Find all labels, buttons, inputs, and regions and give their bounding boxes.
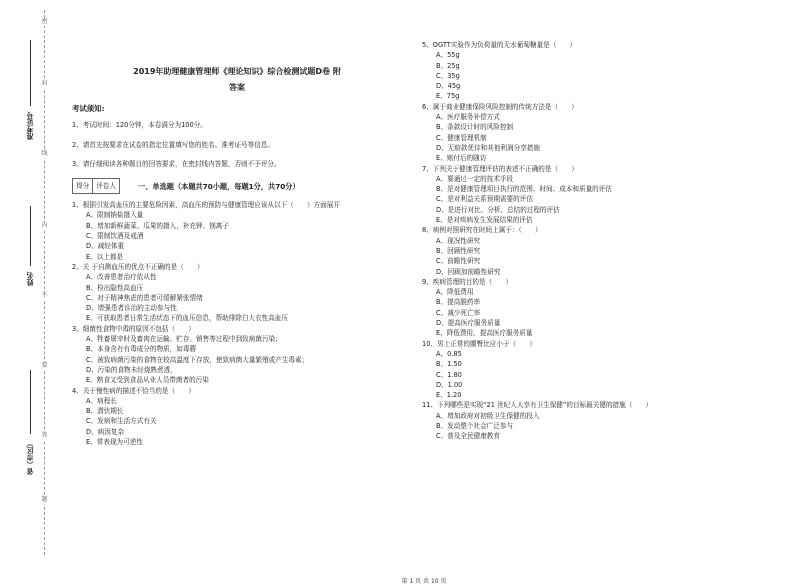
answer-option: C、被致病菌污染的食物在较高温度下存放，使致病菌大量繁殖或产生毒素； xyxy=(86,355,309,364)
notice-item: 1、考试时间：120分钟，本卷满分为100分。 xyxy=(72,121,207,130)
question-stem: 7、下列关于健康管理评估的表述不正确的是（ ） xyxy=(422,164,578,173)
seal-mark: 要 xyxy=(41,362,48,369)
region-label: 省（市区） xyxy=(26,440,34,475)
answer-option: E、降低费用，提高医疗服务质量 xyxy=(436,329,533,338)
region-line xyxy=(30,370,31,434)
answer-option: A、牲畜屠宰时及畜肉在运输、贮存、销售等过程中到致病菌污染； xyxy=(86,335,282,344)
answer-option: B、1.50 xyxy=(436,360,462,369)
answer-option: B、25g xyxy=(436,61,460,70)
question-stem: 5、OGTT实验作为负荷量的无水葡萄糖量是（ ） xyxy=(422,41,577,49)
question-stem: 3、细菌性食物中毒的原因不包括（ ） xyxy=(72,324,195,333)
binding-margin xyxy=(0,0,52,565)
question-stem: 6、属于商业健康保险风险控制的传统方法是（ ） xyxy=(422,102,578,111)
seal-mark: 答 xyxy=(41,432,48,439)
answer-option: D、回顾加前瞻性研究 xyxy=(436,267,501,276)
answer-option: D、1.00 xyxy=(436,380,463,389)
seal-mark: 密 xyxy=(41,18,48,25)
answer-option: A、病程长 xyxy=(86,396,117,405)
question-stem: 9、疾病管理的目的是（ ） xyxy=(422,277,512,286)
answer-option: B、提高脱药率 xyxy=(436,298,481,307)
answer-option: B、潜伏期长 xyxy=(86,407,124,416)
answer-option: B、是对健康管理项目执行的范围、时间、成本和质量的评估 xyxy=(436,185,612,194)
title-line-2: 答案 xyxy=(229,83,245,92)
paper-title xyxy=(72,64,402,96)
question-stem: 2、关 于自测血压的优点不正确的是（ ） xyxy=(72,262,204,271)
grader-cell: 评卷人 xyxy=(92,179,119,193)
answer-option: B、本身含有有毒成分的物质，如毒蘑 xyxy=(86,345,197,354)
answer-option: A、现况性研究 xyxy=(436,236,481,245)
answer-option: B、检出隐性高血压 xyxy=(86,283,144,292)
seal-mark: 线 xyxy=(41,150,48,157)
question-stem: 11、下列哪些是实现“21 世纪人人享有卫生保健”的目标最关键的措施（ ） xyxy=(422,401,653,410)
answer-option: E、以上都是 xyxy=(86,252,124,261)
answer-option: B、条款设计时的风险控制 xyxy=(436,123,514,132)
answer-option: E、常表现为可逆性 xyxy=(86,438,143,447)
answer-option: E、可获取患者日常生活状态下的血压信息，帮助排除白大衣性高血压 xyxy=(86,314,288,323)
notice-item: 3、请仔细阅读各种题目的回答要求，在密封线内答题，否则不予评分。 xyxy=(72,159,281,168)
score-row xyxy=(72,178,402,194)
answer-option: A、降低费用 xyxy=(436,288,474,297)
answer-option: A、增加政府对初级卫生保健的投入 xyxy=(436,411,540,420)
notice-item: 2、请首先按要求在试卷的指定位置填写您的姓名、准考证号等信息。 xyxy=(72,140,275,149)
name-label: 姓名 xyxy=(26,272,34,286)
answer-option: D、是进行对比、分析、总结的过程的评估 xyxy=(436,205,560,214)
answer-option: C、前瞻性研究 xyxy=(436,257,481,266)
name-line xyxy=(30,206,31,266)
right-column xyxy=(422,40,742,442)
left-column xyxy=(72,40,402,447)
exam-number-label: 准考证号 xyxy=(26,112,34,140)
seal-mark: 封 xyxy=(41,80,48,87)
question-stem: 1、根据引发高血压的主要危险因素，高血压的预防与健康管理应该从以下（ ）方面展开 xyxy=(72,201,340,210)
title-line-1: 2019年助理健康管理师《理论知识》综合检测试题D卷 附 xyxy=(133,67,341,76)
answer-option: E、熟食又受到食品从业人员带菌者的污染 xyxy=(86,376,209,385)
score-cell: 得分 xyxy=(76,182,90,191)
question-stem: 4、关于慢性病的描述不恰当的是（ ） xyxy=(72,386,195,395)
answer-option: C、限制饮酒及戒酒 xyxy=(86,232,144,241)
answer-option: E、1.20 xyxy=(436,391,462,400)
answer-option: C、发病和生活方式有关 xyxy=(86,417,157,426)
answer-option: E、赔付后的随访 xyxy=(436,154,487,163)
question-list-right xyxy=(422,40,742,442)
answer-option: A、0.85 xyxy=(436,349,462,358)
seal-mark: 内 xyxy=(41,222,48,229)
section-title: 一、单选题（本题共70小题，每题1分，共70分） xyxy=(138,182,300,192)
page-footer: 第 1 页 共 10 页 xyxy=(401,578,447,585)
answer-option: D、增强患者诊治的主动参与性 xyxy=(86,304,177,313)
question-list-left xyxy=(72,200,402,447)
answer-option: C、35g xyxy=(436,71,460,80)
notice-heading: 考试须知: xyxy=(72,104,105,113)
answer-option: D、污染的食物未经烧熟煮透， xyxy=(86,365,177,374)
answer-option: E、75g xyxy=(436,92,460,101)
answer-option: D、减轻体重 xyxy=(86,242,125,251)
answer-option: C、1.80 xyxy=(436,370,462,379)
answer-option: D、提高医疗服务质量 xyxy=(436,319,501,328)
answer-option: D、45g xyxy=(436,82,461,91)
answer-option: C、是对利益关系预期需要的评估 xyxy=(436,195,533,204)
seal-mark: 不 xyxy=(41,292,48,299)
seal-mark: 题 xyxy=(41,496,48,503)
answer-option: E、是对疾病发生发展结果的评估 xyxy=(436,216,533,225)
answer-option: D、病因复杂 xyxy=(86,427,125,436)
answer-option: A、限制钠盐摄入量 xyxy=(86,211,144,220)
exam-page xyxy=(64,40,784,585)
answer-option: A、要通过一定的技术手段 xyxy=(436,174,514,183)
question-stem: 10、男士正常的腰臀比应小于（ ） xyxy=(422,339,536,348)
answer-option: D、无赔款优待和其他利润分享措施 xyxy=(436,143,540,152)
answer-option: B、发动整个社会广泛参与 xyxy=(436,421,514,430)
answer-option: A、55g xyxy=(436,51,460,60)
answer-option: C、减少死亡率 xyxy=(436,308,481,317)
answer-option: C、普及全民健康教育 xyxy=(436,432,500,441)
answer-option: A、医疗服务补偿方式 xyxy=(436,113,500,122)
answer-option: A、改善患者治疗依从性 xyxy=(86,273,157,282)
seal-line xyxy=(44,10,45,555)
answer-option: C、健康管理机制 xyxy=(436,133,487,142)
answer-option: C、对于精神焦虑的患者可缓解紧张情绪 xyxy=(86,293,203,302)
answer-option: B、回顾性研究 xyxy=(436,246,481,255)
exam-number-line xyxy=(30,40,31,106)
answer-option: B、增加新鲜蔬菜、瓜果的摄入，补充钾、镁离子 xyxy=(86,221,229,230)
question-stem: 8、病例对照研究在时间上属于：（ ） xyxy=(422,226,542,235)
score-box xyxy=(72,178,120,194)
